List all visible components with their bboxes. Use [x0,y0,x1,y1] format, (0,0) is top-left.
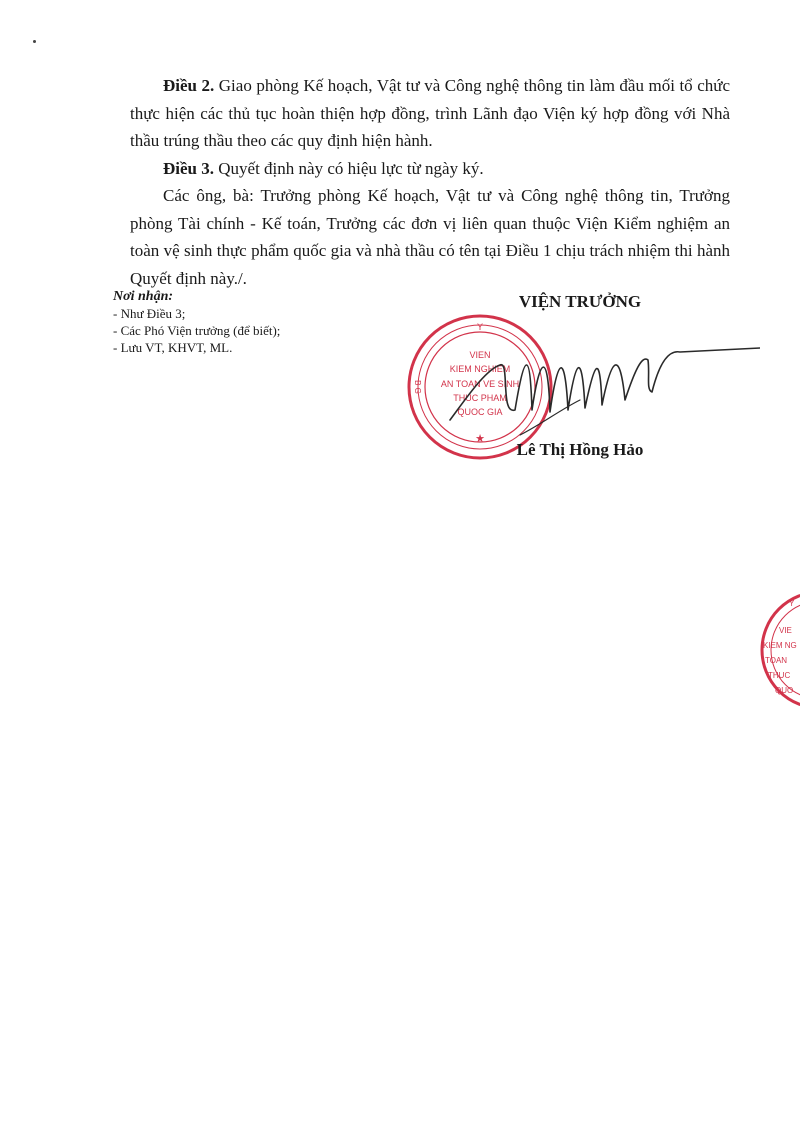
recipient-item: - Các Phó Viện trưởng (để biết); [113,323,281,338]
article-2-paragraph [130,72,730,155]
seal-line: THUC PHAM [453,393,507,403]
seal-line: QUOC GIA [457,407,503,417]
article-3-text: Quyết định này có hiệu lực từ ngày ký. [214,158,484,178]
handwritten-signature [430,330,760,445]
recipients-list [113,305,373,356]
article-3-paragraph [130,155,730,183]
seal-star-icon: ★ [475,433,485,445]
page-edge-seal [755,590,800,710]
recipient-item: - Như Điều 3; [113,306,186,321]
scan-speck [33,40,36,43]
recipient-item: - Lưu VT, KHVT, ML. [113,340,233,355]
decision-body [130,72,730,292]
recipients-title: Nơi nhận: [113,289,174,304]
article-2-label: Điều 2. [163,76,215,95]
seal-edge-line: TOAN [765,656,788,665]
seal-edge-line: THUC [768,671,791,680]
seal-line: KIEM NGHIEM [449,364,511,374]
recipients-block [113,288,373,356]
seal-edge-line: Y [789,599,795,608]
article-2-text: Giao phòng Kế hoạch, Vật tư và Công nghệ thông tin làm đầu mối tổ chức thực hiện các thủ tục hoàn thiện hợp đồng, trình Lãnh đạo Viện ký hợp đồng với Nhà thầu trúng thầu theo các quy định hiện hành. [130,76,730,150]
seal-edge-line: VIE [779,626,792,635]
seal-line: AN TOAN VE SINH [440,379,520,389]
signer-name: Lê Thị Hồng Hảo [516,440,644,459]
signer-title: VIỆN TRƯỞNG [518,292,642,311]
seal-edge-line: QUO [775,686,794,695]
seal-top-mark: Y [476,322,484,332]
responsibility-paragraph: Các ông, bà: Trưởng phòng Kế hoạch, Vật tư và Công nghệ thông tin, Trưởng phòng Tài chính - Kế toán, Trưởng các đơn vị liên quan thuộc Viện Kiểm nghiệm an toàn vệ sinh thực phẩm quốc gia và nhà thầu có tên tại Điều 1 chịu trách nhiệm thi hành Quyết định này./. [130,186,730,288]
seal-side-mark: B G [413,380,422,394]
article-3-label: Điều 3. [163,158,214,178]
seal-line: VIEN [469,350,491,360]
seal-edge-line: KIEM NG [763,641,797,650]
